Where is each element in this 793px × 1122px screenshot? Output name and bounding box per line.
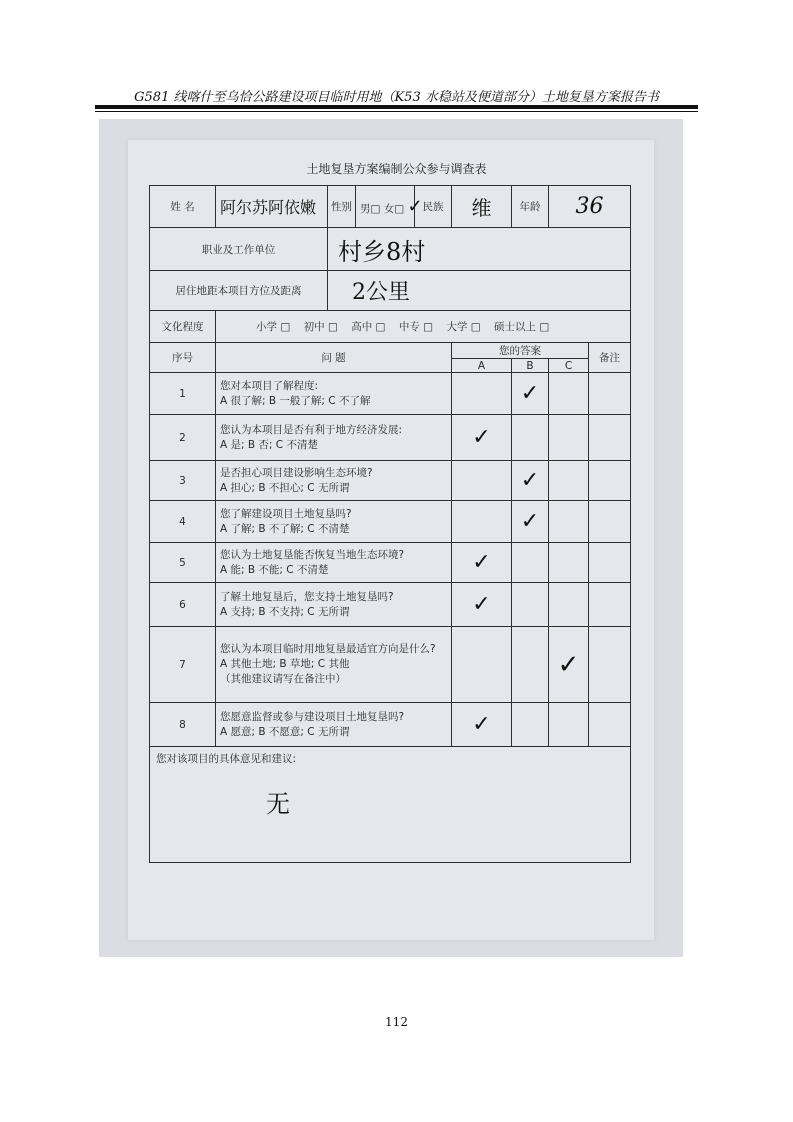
header-c: C [549, 359, 589, 373]
question-prompt: 您认为本项目临时用地复垦最适宜方向是什么? [220, 643, 436, 655]
survey-table [149, 185, 631, 863]
question-text [216, 501, 452, 543]
question-prompt: 您认为本项目是否有利于地方经济发展: [220, 423, 403, 436]
question-number: 7 [150, 627, 216, 703]
question-extra: （其他建议请写在备注中） [220, 673, 346, 685]
question-options: A 了解; B 不了解; C 不清楚 [220, 522, 350, 535]
question-options: A 是; B 否; C 不清楚 [220, 438, 318, 451]
question-options: A 支持; B 不支持; C 无所谓 [220, 605, 350, 618]
answer-a-cell [452, 461, 512, 501]
question-row [150, 415, 631, 461]
header-note: 备注 [589, 343, 631, 373]
education-junior: 初中 □ [303, 321, 338, 333]
header-a: A [452, 359, 512, 373]
question-number: 5 [150, 543, 216, 583]
education-options [216, 311, 631, 343]
answer-b-cell [512, 627, 549, 703]
row-occupation [150, 228, 631, 271]
note-cell [589, 703, 631, 747]
question-options: A 很了解; B 一般了解; C 不了解 [220, 394, 371, 407]
answer-a-cell [452, 543, 512, 583]
name-label: 姓 名 [150, 186, 216, 228]
answer-check-mark: ✓ [557, 649, 580, 680]
residence-value: 2公里 [328, 271, 631, 311]
question-number: 2 [150, 415, 216, 461]
question-text [216, 373, 452, 415]
residence-label: 居住地距本项目方位及距离 [150, 271, 328, 311]
note-cell [589, 543, 631, 583]
question-prompt: 您了解建设项目土地复垦吗? [220, 507, 352, 520]
education-primary: 小学 □ [256, 321, 291, 333]
opinion-value: 无 [266, 790, 290, 818]
header-b: B [512, 359, 549, 373]
gender-label: 性别 [328, 186, 356, 228]
row-header-top [150, 343, 631, 359]
row-opinion [150, 747, 631, 863]
form-title: 土地复垦方案编制公众参与调查表 [306, 162, 487, 176]
age-label: 年龄 [512, 186, 549, 228]
row-education [150, 311, 631, 343]
gender-options [356, 186, 423, 228]
question-prompt: 您认为土地复垦能否恢复当地生态环境? [220, 548, 405, 561]
row-residence [150, 271, 631, 311]
question-text [216, 461, 452, 501]
ethnicity-label: 民族 [415, 186, 452, 228]
answer-check-mark: ✓ [472, 425, 491, 450]
note-cell [589, 627, 631, 703]
question-row [150, 501, 631, 543]
answer-c-cell [549, 543, 589, 583]
age-value: 36 [549, 186, 631, 228]
answer-c-cell [549, 461, 589, 501]
question-row [150, 703, 631, 747]
education-master: 硕士以上 □ [494, 321, 550, 333]
row-name [150, 186, 631, 228]
answer-c-cell [549, 627, 589, 703]
question-options: A 其他土地; B 草地; C 其他 [220, 658, 350, 670]
question-text [216, 627, 452, 703]
answer-check-mark: ✓ [472, 712, 491, 737]
question-options: A 担心; B 不担心; C 无所谓 [220, 481, 350, 494]
note-cell [589, 373, 631, 415]
question-number: 3 [150, 461, 216, 501]
question-row [150, 583, 631, 627]
question-text [216, 583, 452, 627]
question-row [150, 627, 631, 703]
answer-check-mark: ✓ [472, 592, 491, 617]
header-rule-thick [95, 105, 698, 109]
answer-check-mark: ✓ [520, 468, 540, 493]
question-text [216, 703, 452, 747]
gender-check-mark: ✓ [407, 196, 423, 217]
answer-c-cell [549, 583, 589, 627]
name-value: 阿尔苏阿依嫩 [216, 186, 328, 228]
note-cell [589, 501, 631, 543]
gender-female: 女□ [383, 203, 405, 215]
report-header-title: G581 线喀什至乌恰公路建设项目临时用地（K53 水稳站及便道部分）土地复垦方案报告书 [134, 90, 659, 105]
answer-c-cell [549, 373, 589, 415]
education-university: 大学 □ [446, 321, 481, 333]
answer-c-cell [549, 501, 589, 543]
opinion-cell [150, 747, 631, 863]
question-row [150, 373, 631, 415]
answer-c-cell [549, 415, 589, 461]
question-row [150, 543, 631, 583]
answer-a-cell [452, 501, 512, 543]
question-options: A 愿意; B 不愿意; C 无所谓 [220, 725, 350, 738]
question-number: 1 [150, 373, 216, 415]
question-number: 6 [150, 583, 216, 627]
question-options: A 能; B 不能; C 不清楚 [220, 563, 329, 576]
question-text [216, 543, 452, 583]
opinion-label: 您对该项目的具体意见和建议: [156, 753, 297, 765]
education-senior: 高中 □ [351, 321, 386, 333]
question-row [150, 461, 631, 501]
answer-a-cell [452, 627, 512, 703]
answer-b-cell [512, 461, 549, 501]
answer-c-cell [549, 703, 589, 747]
note-cell [589, 461, 631, 501]
header-answer: 您的答案 [452, 343, 589, 359]
question-text [216, 415, 452, 461]
education-label: 文化程度 [150, 311, 216, 343]
header-rule-thin [95, 111, 698, 112]
occupation-value: 村乡8村 [328, 228, 631, 271]
answer-check-mark: ✓ [472, 550, 491, 575]
question-prompt: 了解土地复垦后，您支持土地复垦吗? [220, 590, 394, 603]
answer-b-cell [512, 583, 549, 627]
page-number: 112 [385, 1015, 408, 1029]
answer-b-cell [512, 415, 549, 461]
question-prompt: 是否担心项目建设影响生态环境? [220, 466, 373, 479]
answer-b-cell [512, 703, 549, 747]
note-cell [589, 415, 631, 461]
question-number: 4 [150, 501, 216, 543]
header-seq: 序号 [150, 343, 216, 373]
answer-b-cell [512, 501, 549, 543]
answer-a-cell [452, 373, 512, 415]
occupation-label: 职业及工作单位 [150, 228, 328, 271]
question-prompt: 您愿意监督或参与建设项目土地复垦吗? [220, 710, 405, 723]
answer-a-cell [452, 583, 512, 627]
answer-b-cell [512, 373, 549, 415]
question-prompt: 您对本项目了解程度: [220, 379, 319, 392]
answer-check-mark: ✓ [520, 381, 540, 406]
answer-a-cell [452, 703, 512, 747]
note-cell [589, 583, 631, 627]
gender-male: 男□ [360, 203, 381, 215]
question-number: 8 [150, 703, 216, 747]
answer-a-cell [452, 415, 512, 461]
ethnicity-value: 维 [452, 186, 512, 228]
education-vocational: 中专 □ [398, 321, 434, 333]
header-question: 问 题 [216, 343, 452, 373]
answer-check-mark: ✓ [520, 509, 540, 534]
answer-b-cell [512, 543, 549, 583]
